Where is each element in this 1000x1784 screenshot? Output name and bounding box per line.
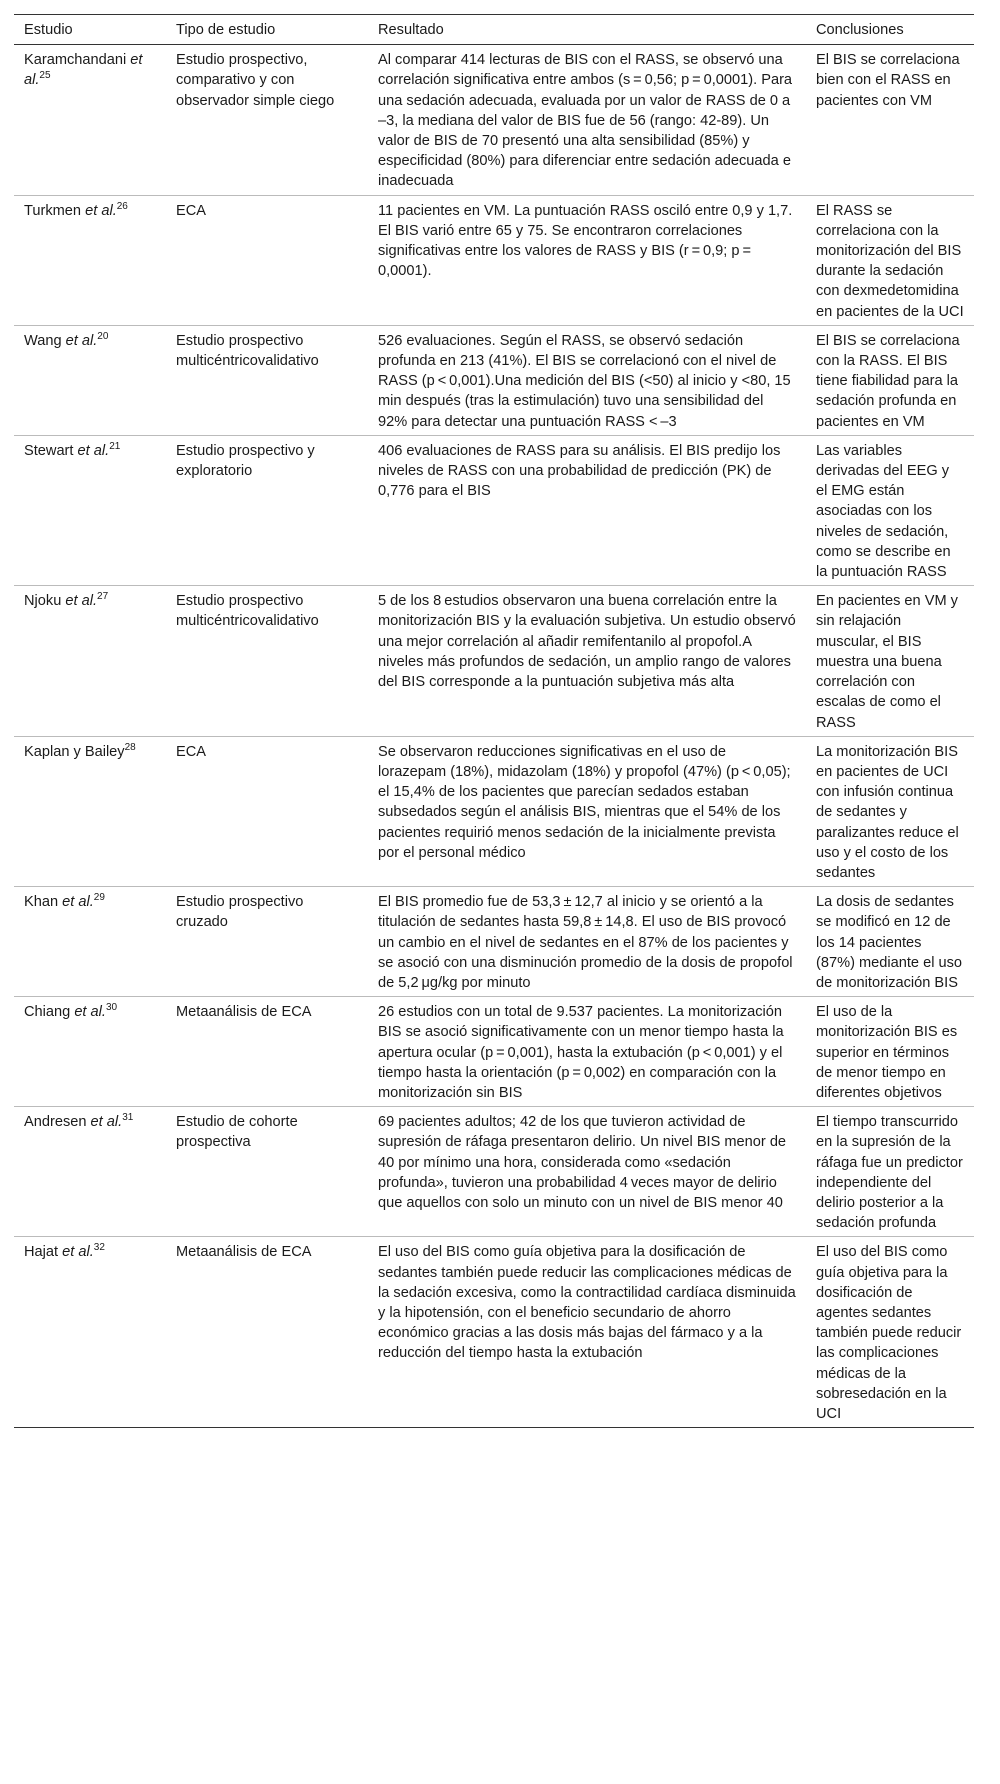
study-etal: et al. [77,442,110,459]
study-etal: et al. [24,52,143,89]
study-reference: 31 [122,1112,134,1124]
study-type: Estudio prospectivo cruzado [176,894,304,931]
study-conclusion: El BIS se correlaciona bien con el RASS en pacientes con VM [816,52,960,109]
study-conclusion: Las variables derivadas del EEG y el EMG están asociadas con los niveles de sedación, como se describe en la puntuación RASS [816,442,951,581]
study-result: 26 estudios con un total de 9.537 pacientes. La monitorización BIS se asoció significativamente con un menor tiempo hasta la apertura ocular (p = 0,001), hasta la extubación (p < 0,001) y el tiempo hasta la orientación (p = 0,002) en comparación con la monitorización sin BIS [378,1004,784,1101]
header-tipo-de-estudio: Tipo de estudio [176,22,276,38]
study-cell [14,997,166,1107]
study-type: Estudio de cohorte prospectiva [176,1114,298,1151]
study-author: Kaplan y Bailey [24,743,125,760]
study-type: Estudio prospectivo multicéntricovalidativo [176,593,319,630]
study-etal: et al. [65,593,98,610]
study-cell [14,45,166,195]
study-author: Andresen [24,1114,87,1131]
study-etal: et al. [74,1004,106,1021]
study-result: 11 pacientes en VM. La puntuación RASS osciló entre 0,9 y 1,7. El BIS varió entre 65 y 75. Se encontraron correlaciones significativas entre los valores de RASS y BIS (r = 0,9; p = 0,0001). [378,202,793,280]
study-cell [14,1107,166,1237]
study-cell [14,325,166,435]
study-conclusion: En pacientes en VM y sin relajación muscular, el BIS muestra una buena correlación con escalas de como el RASS [816,593,958,731]
study-etal: et al. [62,894,94,911]
study-reference: 26 [116,200,128,212]
table-row [14,736,974,886]
study-type: Metaanálisis de ECA [176,1004,312,1021]
table-row [14,325,974,435]
study-etal: et al. [90,1114,123,1131]
study-result: 406 evaluaciones de RASS para su análisis. El BIS predijo los niveles de RASS con una probabilidad de predicción (PK) de 0,776 para el BIS [378,442,781,500]
table-row [14,997,974,1107]
study-conclusion: El uso de la monitorización BIS es superior en términos de menor tiempo en diferentes objetivos [816,1004,958,1101]
study-type: ECA [176,202,207,219]
study-reference: 25 [39,70,51,82]
study-reference: 20 [97,330,109,342]
study-type: Estudio prospectivo multicéntricovalidativo [176,332,319,370]
table-row [14,1237,974,1428]
study-reference: 30 [105,1002,118,1014]
study-author: Chiang [24,1004,71,1021]
study-author: Stewart [24,442,74,459]
study-cell [14,195,166,325]
study-author: Hajat [24,1244,59,1261]
table-header [14,15,974,45]
study-reference: 27 [97,591,109,603]
study-result: El uso del BIS como guía objetiva para la dosificación de sedantes también puede reducir las complicaciones médicas de la sedación excesiva, como la contractilidad cardíaca disminuida y la hipotensión, con el beneficio secundario de ahorro económico gracias a las dosis más bajas del fármaco y a la reducción del tiempo hasta la extubación [378,1244,796,1362]
table-row [14,45,974,195]
study-type: ECA [176,743,207,760]
table-row [14,1107,974,1237]
study-conclusion: El RASS se correlaciona con la monitorización del BIS durante la sedación con dexmedetomidina en pacientes de la UCI [816,202,964,320]
study-reference: 29 [93,892,105,904]
table-row [14,586,974,736]
study-author: Wang [24,332,62,349]
study-type: Estudio prospectivo, comparativo y con observador simple ciego [176,52,335,109]
table-row [14,435,974,585]
header-estudio: Estudio [24,22,73,38]
table-row [14,195,974,325]
study-conclusion: El tiempo transcurrido en la supresión de la ráfaga fue un predictor independiente del delirio posterior a la sedación profunda [816,1114,963,1232]
study-cell [14,586,166,736]
table-body [14,45,974,1428]
study-cell [14,435,166,585]
study-reference: 21 [109,441,121,452]
studies-table-wrapper [14,14,974,1428]
study-cell [14,1237,166,1428]
header-conclusiones: Conclusiones [816,22,904,38]
study-result: 526 evaluaciones. Según el RASS, se observó sedación profunda en 213 (41%). El BIS se correlacionó con el nivel de RASS (p < 0,001).Una medición del BIS (<50) al inicio y <80, 15 min después (tras la estimulación) tuvo una sensibilidad del 92% para detectar una puntuación RASS < –3 [378,332,794,430]
study-result: Se observaron reducciones significativas en el uso de lorazepam (18%), midazolam (18%) y propofol (47%) (p < 0,05); el 15,4% de los pacientes que parecían sedados estaban subsedados según el análisis BIS, mientras que el 54% de los pacientes requirió menos sedación de la inicialmente prevista por el personal médico [378,743,791,861]
study-cell [14,887,166,997]
study-etal: et al. [65,332,98,349]
study-author: Njoku [24,593,62,610]
study-conclusion: El BIS se correlaciona con la RASS. El BIS tiene fiabilidad para la sedación profunda en pacientes en VM [816,332,960,430]
study-result: 5 de los 8 estudios observaron una buena correlación entre la monitorización BIS y la evaluación subjetiva. Un estudio observó una mejor correlación al añadir remifentanilo al propofol.A niveles más profundos de sedación, un amplio rango de valores del BIS corresponde a la puntuación subjetiva más alta [378,593,796,691]
study-author: Karamchandani [24,52,127,69]
study-type: Estudio prospectivo y exploratorio [176,442,315,480]
study-reference: 32 [93,1242,105,1254]
study-author: Khan [24,894,59,911]
studies-table [14,14,974,1428]
header-resultado: Resultado [378,22,444,38]
study-reference: 28 [124,741,136,753]
study-etal: et al. [62,1244,94,1261]
study-type: Metaanálisis de ECA [176,1244,312,1261]
study-conclusion: El uso del BIS como guía objetiva para la dosificación de agentes sedantes también puede reducir las complicaciones médicas de la sobresedación en la UCI [816,1244,962,1422]
study-result: El BIS promedio fue de 53,3 ± 12,7 al inicio y se orientó a la titulación de sedantes hasta 59,8 ± 14,8. El uso de BIS provocó un cambio en el nivel de sedantes en el 87% de los pacientes y se asoció con una disminución promedio de la dosis de propofol de 5,2 μg/kg por minuto [378,894,793,991]
study-author: Turkmen [24,202,82,219]
study-etal: et al. [85,202,117,219]
study-conclusion: La monitorización BIS en pacientes de UCI con infusión continua de sedantes y paralizantes reduce el uso y el costo de los sedantes [816,743,959,881]
study-conclusion: La dosis de sedantes se modificó en 12 de los 14 pacientes (87%) mediante el uso de monitorización BIS [816,894,963,991]
table-row [14,887,974,997]
study-result: Al comparar 414 lecturas de BIS con el RASS, se observó una correlación significativa entre ambos (s = 0,56; p = 0,0001). Para una sedación adecuada, evaluada por un valor de RASS de 0 a –3, la mediana del valor de BIS fue de 56 (rango: 42-89). Un valor de BIS de 70 presentó una alta sensibilidad (85%) y especificidad (80%) para diferenciar entre sedación adecuada e inadecuada [378,52,793,190]
header-row [14,15,974,45]
study-result: 69 pacientes adultos; 42 de los que tuvieron actividad de supresión de ráfaga presentaron delirio. Un nivel BIS menor de 40 por mínimo una hora, considerada como «sedación profunda», tuvieron una probabilidad 4 veces mayor de delirio que aquellos con solo un minuto con un nivel de BIS menor 40 [378,1114,787,1211]
study-cell [14,736,166,886]
